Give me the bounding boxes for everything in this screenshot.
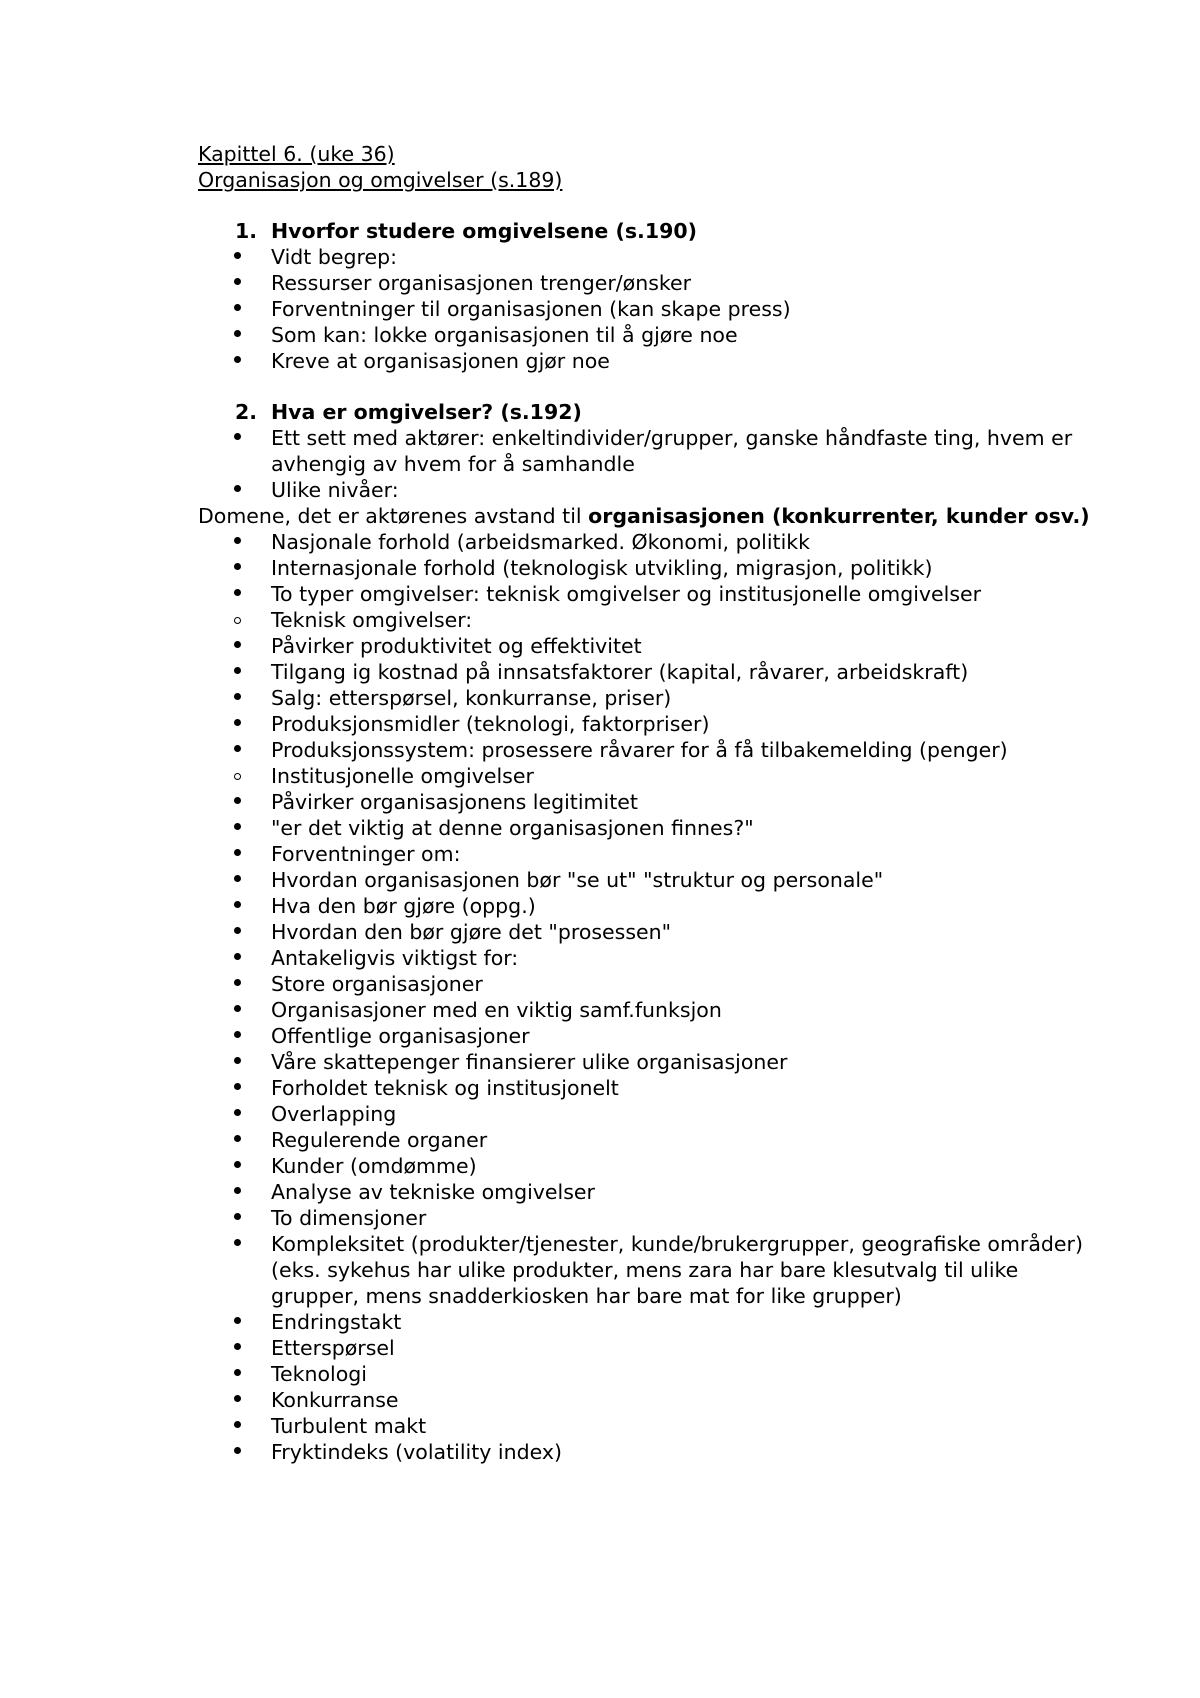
list-item-text: Våre skattepenger finansierer ulike organisasjoner [271, 1050, 788, 1074]
section-2-heading [198, 399, 1098, 425]
list-item-text: Teknologi [271, 1362, 368, 1386]
list-item [198, 244, 1098, 270]
list-item [198, 322, 1098, 348]
list-item [198, 425, 1098, 477]
spacer [198, 374, 1098, 399]
list-item-text: Produksjonsmidler (teknologi, faktorpriser) [271, 712, 710, 736]
section-1-heading [198, 218, 1098, 244]
list-item [198, 763, 1098, 789]
list-item [198, 1179, 1098, 1205]
list-item [198, 1309, 1098, 1335]
list-item [198, 581, 1098, 607]
list-item-text: Kompleksitet (produkter/tjenester, kunde/brukergrupper, geografiske områder) (eks. sykehus har ulike produkter, mens zara har bare klesutvalg til ulike grupper, mens snadderkiosken har bare mat for like grupper) [271, 1232, 1083, 1308]
list-item [198, 841, 1098, 867]
domain-paragraph-bold: organisasjonen (konkurrenter, kunder osv.) [588, 504, 1090, 528]
list-item [198, 1439, 1098, 1465]
list-item [198, 789, 1098, 815]
list-item [198, 270, 1098, 296]
list-item [198, 659, 1098, 685]
section-2-list [198, 425, 1098, 503]
list-item-text: To dimensjoner [271, 1206, 427, 1230]
list-item-text: Kreve at organisasjonen gjør noe [271, 349, 610, 373]
list-item [198, 348, 1098, 374]
list-item-text: Offentlige organisasjoner [271, 1024, 530, 1048]
spacer [198, 193, 1098, 218]
list-item-text: Salg: etterspørsel, konkurranse, priser) [271, 686, 672, 710]
list-item [198, 815, 1098, 841]
domain-paragraph [198, 503, 1098, 529]
list-item-text: Institusjonelle omgivelser [271, 764, 534, 788]
list-item [198, 1387, 1098, 1413]
list-item [198, 997, 1098, 1023]
list-item-text: To typer omgivelser: teknisk omgivelser og institusjonelle omgivelser [271, 582, 982, 606]
list-item-text: Turbulent makt [271, 1414, 427, 1438]
list-item-text: Fryktindeks (volatility index) [271, 1440, 562, 1464]
section-1-number: 1. [235, 219, 258, 243]
list-item-text: Store organisasjoner [271, 972, 483, 996]
list-item-text: Som kan: lokke organisasjonen til å gjøre noe [271, 323, 738, 347]
list-item [198, 607, 1098, 633]
list-item-text: Internasjonale forhold (teknologisk utvikling, migrasjon, politikk) [271, 556, 933, 580]
list-item-text: Ressurser organisasjonen trenger/ønsker [271, 271, 692, 295]
list-item [198, 1413, 1098, 1439]
list-item [198, 1049, 1098, 1075]
list-item-text: Forholdet teknisk og institusjonelt [271, 1076, 619, 1100]
list-item-text: Forventninger om: [271, 842, 461, 866]
list-item-text: Overlapping [271, 1102, 397, 1126]
section-1-list [198, 244, 1098, 374]
list-item [198, 1101, 1098, 1127]
list-item-text: Kunder (omdømme) [271, 1154, 477, 1178]
list-item-text: Endringstakt [271, 1310, 402, 1334]
list-item [198, 633, 1098, 659]
list-item [198, 1075, 1098, 1101]
list-item-text: Ulike nivåer: [271, 478, 399, 502]
list-item-text: Teknisk omgivelser: [271, 608, 473, 632]
section-2-number: 2. [235, 400, 258, 424]
domain-paragraph-text: Domene, det er aktørenes avstand til [198, 504, 589, 528]
document-page [198, 141, 1098, 1465]
list-item-text: Etterspørsel [271, 1336, 395, 1360]
list-item-text: Tilgang ig kostnad på innsatsfaktorer (kapital, råvarer, arbeidskraft) [271, 660, 969, 684]
list-item-text: Påvirker produktivitet og effektivitet [271, 634, 642, 658]
list-item [198, 685, 1098, 711]
list-item [198, 1361, 1098, 1387]
list-item-text: Hvordan organisasjonen bør "se ut" "struktur og personale" [271, 868, 884, 892]
list-item-text: Produksjonssystem: prosessere råvarer for å få tilbakemelding (penger) [271, 738, 1008, 762]
list-item-text: Antakeligvis viktigst for: [271, 946, 519, 970]
list-item-text: Konkurranse [271, 1388, 399, 1412]
list-item-text: Analyse av tekniske omgivelser [271, 1180, 595, 1204]
list-item [198, 1153, 1098, 1179]
list-item [198, 919, 1098, 945]
list-item [198, 867, 1098, 893]
list-item [198, 945, 1098, 971]
section-1-title: Hvorfor studere omgivelsene (s.190) [271, 219, 697, 243]
section-2-title: Hva er omgivelser? (s.192) [271, 400, 582, 424]
list-item [198, 737, 1098, 763]
section-2-list-continued [198, 529, 1098, 1465]
list-item-text: Påvirker organisasjonens legitimitet [271, 790, 638, 814]
list-item [198, 1127, 1098, 1153]
list-item-text: Ett sett med aktører: enkeltindivider/grupper, ganske håndfaste ting, hvem er avhengig av hvem for å samhandle [271, 426, 1073, 476]
list-item [198, 1023, 1098, 1049]
list-item-text: Regulerende organer [271, 1128, 488, 1152]
list-item-text: Nasjonale forhold (arbeidsmarked. Økonomi, politikk [271, 530, 811, 554]
list-item [198, 296, 1098, 322]
list-item [198, 711, 1098, 737]
list-item [198, 477, 1098, 503]
list-item [198, 893, 1098, 919]
chapter-subheading: Organisasjon og omgivelser (s.189) [198, 168, 563, 192]
list-item [198, 971, 1098, 997]
list-item-text: Hva den bør gjøre (oppg.) [271, 894, 536, 918]
list-item-text: "er det viktig at denne organisasjonen finnes?" [271, 816, 754, 840]
list-item [198, 1231, 1098, 1309]
list-item-text: Hvordan den bør gjøre det "prosessen" [271, 920, 672, 944]
list-item [198, 1335, 1098, 1361]
list-item-text: Vidt begrep: [271, 245, 397, 269]
list-item-text: Organisasjoner med en viktig samf.funksjon [271, 998, 722, 1022]
list-item [198, 1205, 1098, 1231]
chapter-heading: Kapittel 6. (uke 36) [198, 142, 395, 166]
list-item [198, 555, 1098, 581]
list-item-text: Forventninger til organisasjonen (kan skape press) [271, 297, 791, 321]
list-item [198, 529, 1098, 555]
